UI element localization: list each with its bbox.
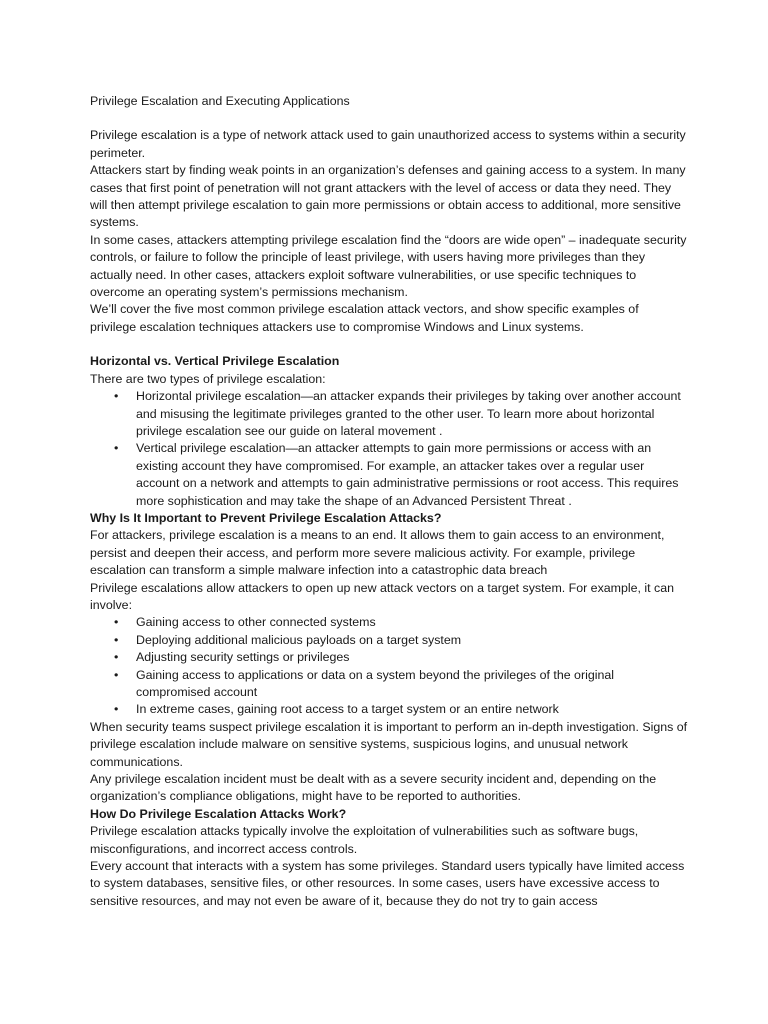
list-item: • Horizontal privilege escalation—an attacker expands their privileges by taking over another account and misusing the legitimate privileges granted to the other user. To learn more about horizontal privilege escalation see our guide on lateral movement . — [136, 388, 688, 440]
intro-paragraph-1: Privilege escalation is a type of network attack used to gain unauthorized access to systems within a security perimeter. — [90, 128, 686, 160]
section1-bullet-list — [90, 388, 688, 510]
list-item: • Vertical privilege escalation—an attacker attempts to gain more permissions or access with an existing account they have compromised. For example, an attacker takes over a regular user account on a network and attempts to gain administrative permissions or root access. This requires more sophistication and may take the shape of an Advanced Persistent Threat . — [136, 440, 688, 510]
section2-paragraph-3: When security teams suspect privilege escalation it is important to perform an in-depth investigation. Signs of privilege escalation include malware on sensitive systems, suspicious logins, and unusual network communications. — [90, 719, 688, 769]
list-item: • Gaining access to other connected systems — [136, 614, 688, 631]
section1-lead: There are two types of privilege escalation: — [90, 371, 326, 386]
document-title: Privilege Escalation and Executing Applications — [90, 94, 350, 108]
section-heading-how-attacks-work: How Do Privilege Escalation Attacks Work? — [90, 806, 347, 821]
section3-paragraph-1: Privilege escalation attacks typically involve the exploitation of vulnerabilities such as software bugs, misconfigurations, and incorrect access controls. — [90, 824, 639, 856]
section2-bullet-list — [90, 614, 688, 718]
section2-paragraph-1: For attackers, privilege escalation is a means to an end. It allows them to gain access to an environment, persist and deepen their access, and perform more severe malicious activity. For example, privilege escalation can transform a simple malware infection into a catastrophic data breach — [90, 528, 665, 578]
section2-paragraph-2: Privilege escalations allow attackers to open up new attack vectors on a target system. For example, it can involve: — [90, 580, 675, 612]
list-item: • Adjusting security settings or privileges — [136, 649, 688, 666]
paragraph-spacer — [90, 336, 688, 353]
section2-paragraph-4: Any privilege escalation incident must be dealt with as a severe security incident and, depending on the organization’s compliance obligations, might have to be reported to authorities. — [90, 772, 657, 804]
list-item: • Deploying additional malicious payloads on a target system — [136, 632, 688, 649]
intro-paragraph-3: In some cases, attackers attempting privilege escalation find the “doors are wide open” – inadequate security controls, or failure to follow the principle of least privilege, with users having more privileges than they actually need. In other cases, attackers exploit software vulnerabilities, or use specific techniques to overcome an operating system’s permissions mechanism. — [90, 232, 687, 300]
intro-paragraph-2: Attackers start by finding weak points in an organization’s defenses and gaining access to a system. In many cases that first point of penetration will not grant attackers with the level of access or data they need. They will then attempt privilege escalation to gain more permissions or obtain access to additional, more sensitive systems. — [90, 163, 686, 230]
section-heading-horizontal-vertical: Horizontal vs. Vertical Privilege Escalation — [90, 354, 340, 369]
section3-paragraph-2: Every account that interacts with a system has some privileges. Standard users typically have limited access to system databases, sensitive files, or other resources. In some cases, users have excessive access to sensitive resources, and may not even be aware of it, because they do not try to gain access — [90, 859, 685, 908]
section-heading-why-important: Why Is It Important to Prevent Privilege Escalation Attacks? — [90, 510, 442, 525]
list-item: • In extreme cases, gaining root access to a target system or an entire network — [136, 701, 688, 718]
intro-paragraph-4: We’ll cover the five most common privilege escalation attack vectors, and show specific examples of privilege escalation techniques attackers use to compromise Windows and Linux systems. — [90, 302, 639, 334]
list-item: • Gaining access to applications or data on a system beyond the privileges of the original compromised account — [136, 667, 688, 702]
